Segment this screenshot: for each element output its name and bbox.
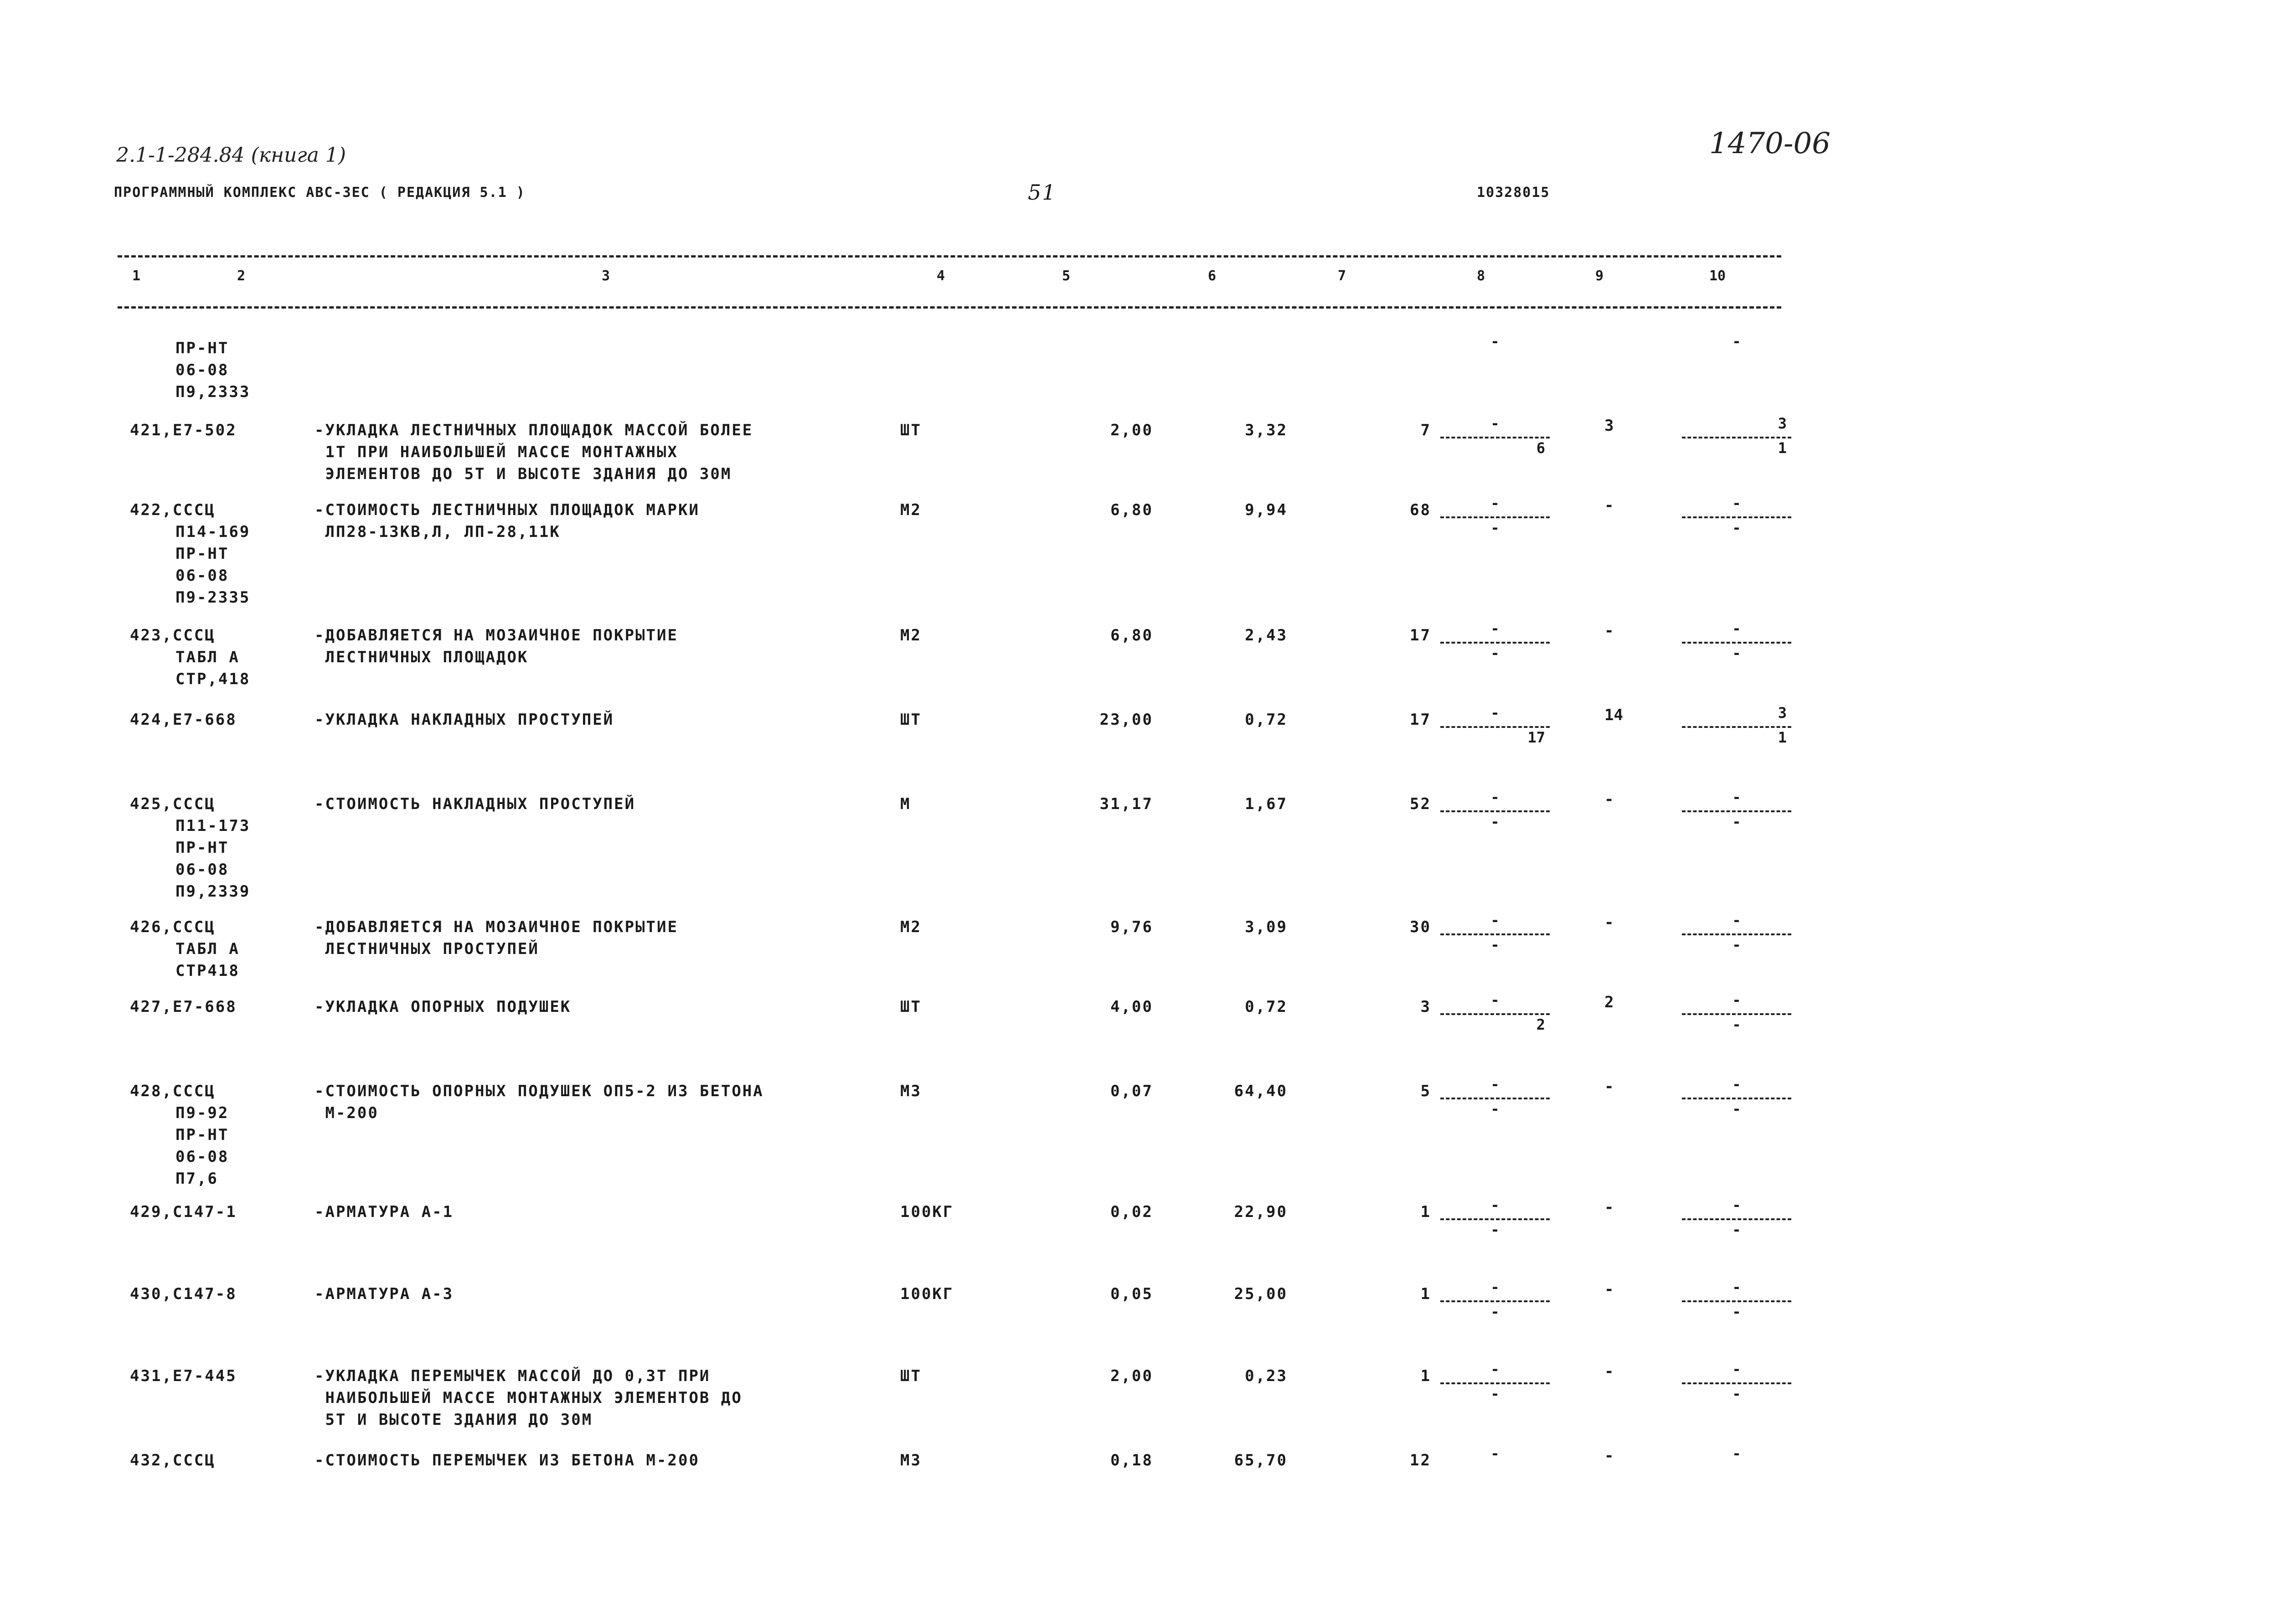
row-unit-price: 9,94 (1245, 501, 1288, 519)
row-unit-price: 64,40 (1234, 1082, 1288, 1100)
row-unit-price: 3,09 (1245, 918, 1288, 936)
fraction-line (1682, 933, 1791, 935)
col8-numerator: - (1490, 495, 1500, 512)
row-quantity: 0,05 (1110, 1285, 1153, 1303)
row-code-line: СТР,418 (175, 670, 251, 688)
col8-numerator: - (1490, 704, 1500, 722)
row-code-line: П14-169 (175, 523, 251, 541)
col8-fraction (1440, 1196, 1550, 1240)
row-code (130, 1201, 237, 1223)
row-code-line: 429,С147-1 (130, 1203, 237, 1221)
row-unit: ШТ (900, 711, 922, 729)
row-code (130, 624, 250, 690)
row-quantity: 23,00 (1099, 711, 1153, 729)
col10-fraction (1682, 620, 1791, 664)
table-top-rule (118, 255, 1781, 258)
row-total: 3 (1420, 998, 1431, 1016)
row-description-line: -СТОИМОСТЬ ОПОРНЫХ ПОДУШЕК ОП5-2 ИЗ БЕТОНА (315, 1082, 764, 1100)
col8-numerator: - (1490, 991, 1500, 1009)
col10-denominator: - (1732, 813, 1741, 830)
column-number: 2 (237, 268, 246, 284)
row-description-line: 5Т И ВЫСОТЕ ЗДАНИЯ ДО 30М (315, 1411, 593, 1429)
fraction-line (1682, 726, 1791, 728)
col10-fraction (1682, 1445, 1791, 1489)
row-code-line: ПР-НТ (175, 545, 229, 563)
row-code-line: П11-173 (175, 817, 251, 835)
fraction-line (1682, 1382, 1791, 1384)
col10-denominator: - (1732, 1100, 1741, 1118)
row-quantity: 6,80 (1110, 626, 1153, 644)
col10-numerator: - (1732, 1076, 1741, 1093)
row-code-line: П9-2335 (175, 588, 251, 607)
col8-fraction (1440, 991, 1550, 1035)
row-description-line: -УКЛАДКА НАКЛАДНЫХ ПРОСТУПЕЙ (315, 711, 614, 729)
row-code-line: П9-92 (175, 1104, 229, 1122)
row-unit-price: 3,32 (1245, 421, 1288, 439)
col10-numerator: - (1732, 1196, 1741, 1214)
row-code (130, 793, 250, 902)
row-unit-price: 0,23 (1245, 1367, 1288, 1385)
col8-numerator: - (1490, 1361, 1500, 1378)
row-code-line: 425,СССЦ (130, 795, 216, 813)
row-code (130, 419, 237, 441)
col8-numerator: - (1490, 1279, 1500, 1296)
row-description-line: -СТОИМОСТЬ ЛЕСТНИЧНЫХ ПЛОЩАДОК МАРКИ (315, 501, 700, 519)
row-total: 12 (1410, 1451, 1431, 1469)
col8-numerator: - (1490, 1445, 1500, 1462)
row-unit: М2 (900, 501, 922, 519)
program-header: ПРОГРАММНЫЙ КОМПЛЕКС АВС-3ЕС ( РЕДАКЦИЯ 5.1 ) (114, 185, 526, 201)
col10-numerator: - (1732, 620, 1741, 637)
column-number: 4 (937, 268, 945, 284)
row-unit: М3 (900, 1451, 922, 1469)
page-number: 51 (1028, 180, 1057, 205)
row-description (315, 419, 753, 485)
row-unit: М3 (900, 1082, 922, 1100)
col10-denominator: - (1732, 644, 1741, 662)
col10-denominator: - (1732, 1385, 1741, 1402)
row-description-line: ЛЕСТНИЧНЫХ ПРОСТУПЕЙ (315, 940, 539, 958)
row-quantity: 2,00 (1110, 421, 1153, 439)
row-unit: ШТ (900, 1367, 922, 1385)
fraction-line (1440, 1013, 1550, 1015)
col8-numerator: - (1490, 415, 1500, 432)
row-unit: 100КГ (900, 1285, 954, 1303)
row-total: 17 (1410, 626, 1431, 644)
document-code: 10328015 (1477, 185, 1550, 201)
column-number: 6 (1208, 268, 1217, 284)
row-description-line: ЛП28-13КВ,Л, ЛП-28,11К (315, 523, 561, 541)
row-description-line: НАИБОЛЬШЕЙ МАССЕ МОНТАЖНЫХ ЭЛЕМЕНТОВ ДО (315, 1389, 742, 1407)
col10-fraction (1682, 1363, 1791, 1404)
col9-value: - (1604, 913, 1614, 932)
row-code-line: ПР-НТ (175, 839, 229, 857)
col9-value: - (1604, 1362, 1614, 1381)
col9-value: 3 (1604, 417, 1614, 435)
col10-numerator: - (1732, 1361, 1741, 1378)
row-code-line: 422,СССЦ (130, 501, 216, 519)
row-code (130, 1449, 216, 1471)
row-quantity: 31,17 (1099, 795, 1153, 813)
col10-numerator: - (1732, 1445, 1741, 1462)
row-quantity: 6,80 (1110, 501, 1153, 519)
col10-fraction (1682, 1196, 1791, 1240)
fraction-line (1440, 642, 1550, 644)
row-code (130, 1080, 229, 1190)
row-description-line: -СТОИМОСТЬ ПЕРЕМЫЧЕК ИЗ БЕТОНА М-200 (315, 1451, 700, 1469)
row-code (130, 916, 240, 982)
col10-numerator: - (1732, 495, 1741, 512)
fraction-line (1682, 516, 1791, 518)
col8-denominator: - (1490, 1221, 1500, 1238)
row-description (315, 1449, 700, 1471)
row-description (315, 1365, 742, 1431)
col10-numerator: - (1732, 991, 1741, 1009)
col8-denominator: - (1490, 519, 1500, 536)
col8-denominator: 6 (1536, 439, 1545, 457)
row-quantity: 0,07 (1110, 1082, 1153, 1100)
col10-denominator: 1 (1778, 439, 1787, 457)
row-description-line: ЛЕСТНИЧНЫХ ПЛОЩАДОК (315, 648, 529, 666)
row-description (315, 1080, 764, 1124)
row-code (130, 996, 237, 1018)
col8-fraction (1440, 704, 1550, 748)
col8-numerator: - (1490, 1076, 1500, 1093)
col10-denominator: - (1732, 1303, 1741, 1320)
row-description-line: ЭЛЕМЕНТОВ ДО 5Т И ВЫСОТЕ ЗДАНИЯ ДО 30М (315, 465, 732, 483)
col9-value: - (1604, 1078, 1614, 1096)
row-quantity: 9,76 (1110, 918, 1153, 936)
row-unit: ШТ (900, 998, 922, 1016)
row-code-line: 428,СССЦ (130, 1082, 216, 1100)
col9-value: - (1604, 1447, 1614, 1465)
row-total: 1 (1420, 1367, 1431, 1385)
fraction-line (1440, 726, 1550, 728)
col10-fraction (1682, 991, 1791, 1035)
col10-fraction (1682, 1078, 1791, 1119)
col8-fraction (1440, 620, 1550, 664)
col8-denominator: - (1490, 936, 1500, 954)
col8-denominator: - (1490, 1303, 1500, 1320)
row-description-line: -АРМАТУРА А-3 (315, 1285, 454, 1303)
row-description-line: -АРМАТУРА А-1 (315, 1203, 454, 1221)
row-unit: М2 (900, 626, 922, 644)
col8-fraction (1440, 497, 1550, 538)
row-total: 17 (1410, 711, 1431, 729)
row-description (315, 1201, 454, 1223)
row-description (315, 499, 700, 543)
row-code-line: П7,6 (175, 1170, 218, 1188)
column-number: 7 (1338, 268, 1346, 284)
col8-denominator: - (1490, 1100, 1500, 1118)
row-code-line: П9,2339 (175, 882, 251, 901)
row-code-line: ТАБЛ А (175, 648, 240, 666)
row-code (130, 709, 237, 731)
row-description-line: 1Т ПРИ НАИБОЛЬШЕЙ МАССЕ МОНТАЖНЫХ (315, 443, 678, 461)
col8-numerator: - (1490, 620, 1500, 637)
col8-numerator: - (1490, 1196, 1500, 1214)
col10-numerator: - (1732, 333, 1741, 350)
row-description (315, 916, 678, 960)
row-code-line: 423,СССЦ (130, 626, 216, 644)
col8-fraction (1440, 1281, 1550, 1322)
fraction-line (1440, 810, 1550, 812)
col10-fraction (1682, 914, 1791, 955)
row-code (130, 1365, 237, 1387)
row-code-line: 06-08 (175, 1148, 229, 1166)
col9-value: - (1604, 1198, 1614, 1217)
row-code-line: П9,2333 (175, 383, 251, 401)
col8-fraction (1440, 1445, 1550, 1489)
row-unit: 100КГ (900, 1203, 954, 1221)
col8-numerator: - (1490, 789, 1500, 806)
handwritten-reference: 2.1-1-284.84 (книга 1) (116, 144, 346, 167)
row-unit: М2 (900, 918, 922, 936)
row-total: 52 (1410, 795, 1431, 813)
row-code-line: 431,Е7-445 (130, 1367, 237, 1385)
col10-fraction (1682, 415, 1791, 459)
handwritten-number: 1470-06 (1709, 127, 1830, 160)
col9-value: - (1604, 1280, 1614, 1299)
row-code-line: ТАБЛ А (175, 940, 240, 958)
fraction-line (1682, 1218, 1791, 1220)
row-description (315, 793, 635, 815)
row-description-line: -УКЛАДКА ЛЕСТНИЧНЫХ ПЛОЩАДОК МАССОЙ БОЛЕЕ (315, 421, 753, 439)
col10-numerator: 3 (1778, 415, 1787, 432)
row-code-line: ПР-НТ (175, 339, 229, 357)
row-unit-price: 0,72 (1245, 998, 1288, 1016)
col10-numerator: 3 (1778, 704, 1787, 722)
column-number: 9 (1595, 268, 1604, 284)
row-code-line: 421,Е7-502 (130, 421, 237, 439)
col8-denominator: - (1490, 813, 1500, 830)
row-total: 1 (1420, 1203, 1431, 1221)
row-quantity: 2,00 (1110, 1367, 1153, 1385)
row-description-line: -СТОИМОСТЬ НАКЛАДНЫХ ПРОСТУПЕЙ (315, 795, 636, 813)
fraction-line (1440, 1382, 1550, 1384)
row-description-line: -УКЛАДКА ОПОРНЫХ ПОДУШЕК (315, 998, 572, 1016)
row-unit: ШТ (900, 421, 922, 439)
fraction-line (1440, 1098, 1550, 1099)
row-unit: М (900, 795, 911, 813)
row-code-line: 432,СССЦ (130, 1451, 216, 1469)
col10-denominator: 1 (1778, 729, 1787, 746)
col10-numerator: - (1732, 1279, 1741, 1296)
col8-denominator: - (1490, 1385, 1500, 1402)
column-number: 3 (602, 268, 610, 284)
col10-fraction (1682, 497, 1791, 538)
fraction-line (1440, 933, 1550, 935)
column-number: 1 (132, 268, 141, 284)
col10-fraction (1682, 335, 1791, 376)
col8-fraction (1440, 791, 1550, 832)
col10-numerator: - (1732, 789, 1741, 806)
row-code-line: 06-08 (175, 861, 229, 879)
column-number: 10 (1709, 268, 1726, 284)
row-description (315, 1283, 454, 1305)
row-total: 30 (1410, 918, 1431, 936)
row-code-line: ПР-НТ (175, 1126, 229, 1144)
col9-value: 14 (1604, 706, 1623, 724)
row-total: 1 (1420, 1285, 1431, 1303)
row-quantity: 0,18 (1110, 1451, 1153, 1469)
row-code-line: 430,С147-8 (130, 1285, 237, 1303)
col10-denominator: - (1732, 1221, 1741, 1238)
row-unit-price: 2,43 (1245, 626, 1288, 644)
col9-value: - (1604, 622, 1614, 640)
fraction-line (1682, 1013, 1791, 1015)
col8-fraction (1440, 1078, 1550, 1119)
row-code-line: 427,Е7-668 (130, 998, 237, 1016)
fraction-line (1682, 642, 1791, 644)
col8-fraction (1440, 1363, 1550, 1404)
col8-fraction (1440, 914, 1550, 955)
col8-fraction (1440, 415, 1550, 459)
fraction-line (1440, 1300, 1550, 1302)
col10-numerator: - (1732, 912, 1741, 929)
col8-numerator: - (1490, 333, 1500, 350)
col8-denominator: 2 (1536, 1016, 1545, 1033)
col8-fraction (1440, 335, 1550, 376)
row-code-line: СТР418 (175, 962, 240, 980)
row-quantity: 0,02 (1110, 1203, 1153, 1221)
col8-denominator: - (1490, 644, 1500, 662)
row-code-line: 06-08 (175, 567, 229, 585)
col8-numerator: - (1490, 912, 1500, 929)
fraction-line (1682, 1300, 1791, 1302)
row-total: 5 (1420, 1082, 1431, 1100)
col8-denominator: 17 (1527, 729, 1545, 746)
fraction-line (1682, 810, 1791, 812)
row-unit-price: 25,00 (1234, 1285, 1288, 1303)
row-total: 7 (1420, 421, 1431, 439)
row-unit-price: 1,67 (1245, 795, 1288, 813)
col10-fraction (1682, 791, 1791, 832)
column-number: 8 (1477, 268, 1485, 284)
col10-denominator: - (1732, 1016, 1741, 1033)
row-code (130, 499, 250, 608)
col10-denominator: - (1732, 519, 1741, 536)
row-unit-price: 0,72 (1245, 711, 1288, 729)
col10-fraction (1682, 704, 1791, 748)
col9-value: 2 (1604, 993, 1614, 1011)
row-unit-price: 65,70 (1234, 1451, 1288, 1469)
row-description-line: -УКЛАДКА ПЕРЕМЫЧЕК МАССОЙ ДО 0,3Т ПРИ (315, 1367, 711, 1385)
col10-denominator: - (1732, 936, 1741, 954)
col10-fraction (1682, 1281, 1791, 1322)
row-description-line: М-200 (315, 1104, 379, 1122)
column-number: 5 (1062, 268, 1071, 284)
fraction-line (1440, 1218, 1550, 1220)
fraction-line (1682, 1098, 1791, 1099)
row-unit-price: 22,90 (1234, 1203, 1288, 1221)
row-description (315, 624, 678, 668)
row-description-line: -ДОБАВЛЯЕТСЯ НА МОЗАИЧНОЕ ПОКРЫТИЕ (315, 626, 678, 644)
row-code-line: 06-08 (175, 361, 229, 379)
row-code-line: 424,Е7-668 (130, 711, 237, 729)
fraction-line (1440, 437, 1550, 438)
fraction-line (1682, 437, 1791, 438)
col9-value: - (1604, 496, 1614, 515)
row-description-line: -ДОБАВЛЯЕТСЯ НА МОЗАИЧНОЕ ПОКРЫТИЕ (315, 918, 678, 936)
row-code (130, 1283, 237, 1305)
table-header-rule (118, 306, 1781, 309)
row-description (315, 996, 571, 1018)
row-code-line: 426,СССЦ (130, 918, 216, 936)
row-description (315, 709, 614, 731)
fraction-line (1440, 516, 1550, 518)
row-total: 68 (1410, 501, 1431, 519)
row-quantity: 4,00 (1110, 998, 1153, 1016)
col9-value: - (1604, 790, 1614, 809)
row-code (130, 337, 250, 403)
